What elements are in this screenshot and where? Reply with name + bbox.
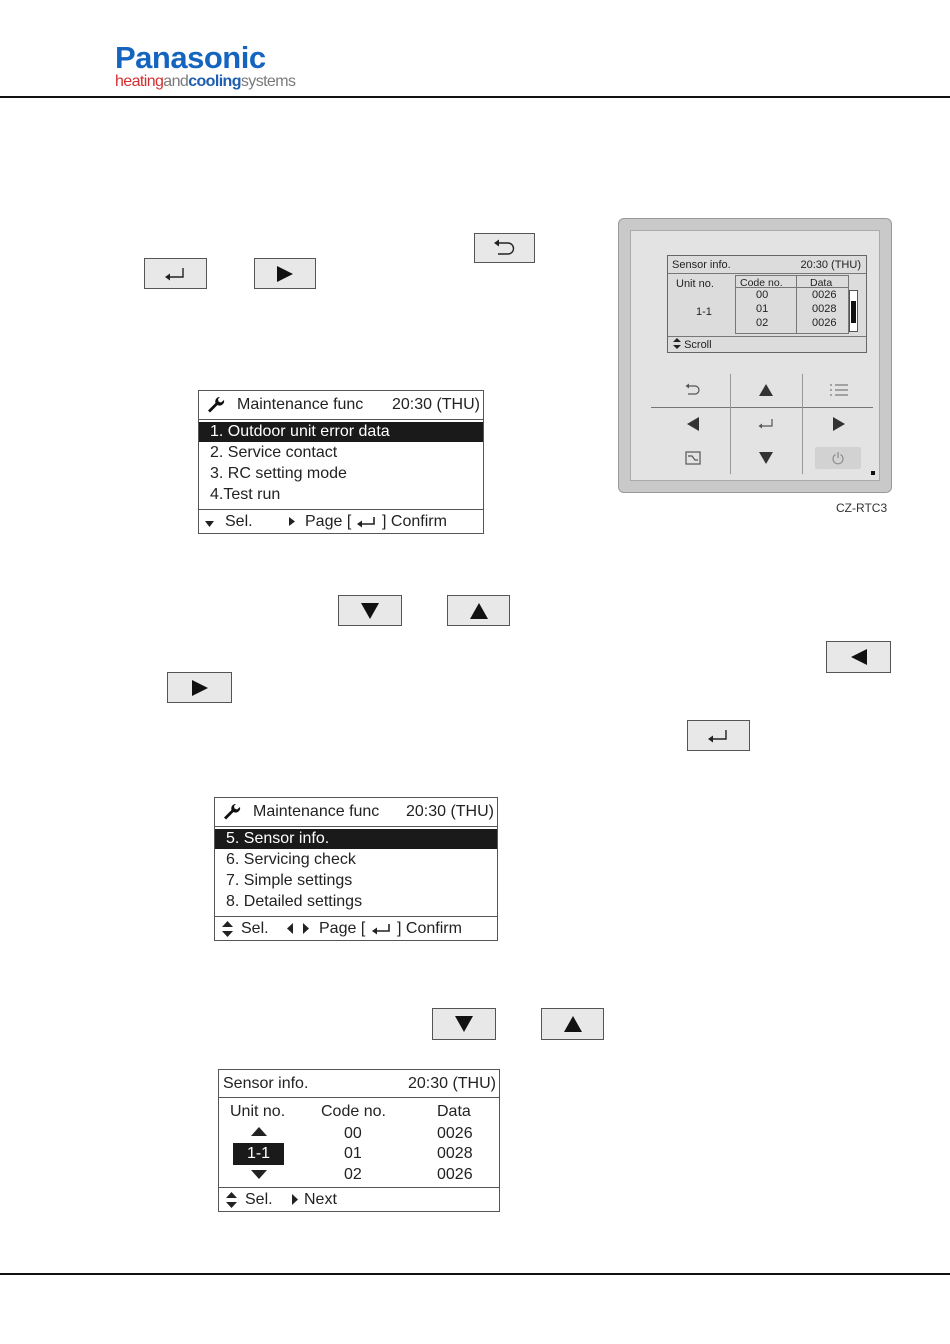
right-arrow-icon	[289, 517, 295, 526]
maintenance-screen-2	[214, 797, 498, 941]
remote-code-1: 01	[756, 303, 769, 315]
down-arrow-icon	[454, 1015, 474, 1033]
menu-item[interactable]: 6. Servicing check	[226, 851, 356, 868]
left-button[interactable]	[826, 641, 891, 673]
remote-return-button[interactable]	[663, 375, 723, 405]
down-arrow-icon	[205, 521, 214, 527]
menu-item[interactable]: 5. Sensor info.	[215, 829, 497, 849]
code-value: 02	[344, 1166, 362, 1183]
col-code-no: Code no.	[321, 1103, 386, 1120]
menu-item[interactable]: 2. Service contact	[210, 444, 338, 461]
up-button[interactable]	[447, 595, 510, 626]
remote-scrollbar	[849, 290, 858, 332]
menu-item[interactable]: 7. Simple settings	[226, 872, 353, 889]
remote-model-label: CZ-RTC3	[836, 501, 888, 515]
down-button[interactable]	[432, 1008, 496, 1040]
up-down-icon	[222, 921, 233, 937]
enter-icon	[755, 417, 777, 431]
enter-icon	[704, 727, 734, 745]
sensor-info-screen	[218, 1069, 500, 1212]
up-button[interactable]	[541, 1008, 604, 1040]
up-arrow-icon	[563, 1015, 583, 1033]
screen2-header	[215, 798, 497, 827]
remote-down-button[interactable]	[736, 443, 796, 473]
down-arrow-icon	[758, 451, 774, 465]
remote-up-button[interactable]	[736, 375, 796, 405]
enter-icon	[370, 923, 392, 935]
remote-col-data: Data	[810, 277, 833, 289]
remote-controller	[618, 218, 892, 493]
col-unit-no: Unit no.	[230, 1103, 286, 1120]
up-down-icon	[226, 1192, 237, 1208]
col-data: Data	[437, 1103, 471, 1120]
remote-code-0: 00	[756, 289, 769, 301]
remote-footer: Scroll	[673, 338, 712, 351]
menu-item[interactable]: 1. Outdoor unit error data	[199, 422, 483, 442]
maintenance-screen-1	[198, 390, 484, 534]
menu-item[interactable]: 8. Detailed settings	[226, 893, 363, 910]
header-divider	[0, 96, 950, 98]
code-value: 00	[344, 1125, 362, 1142]
screen1-header	[199, 391, 483, 420]
enter-button[interactable]	[144, 258, 207, 289]
unit-down-icon[interactable]	[251, 1170, 267, 1179]
remote-left-button[interactable]	[663, 409, 723, 439]
remote-menu-button[interactable]	[809, 375, 869, 405]
screen1-time: 20:30 (THU)	[391, 396, 480, 413]
right-arrow-icon	[274, 264, 296, 284]
enter-button[interactable]	[687, 720, 750, 751]
screen3-footer: Sel. Next	[219, 1187, 499, 1211]
screen1-footer: Sel. Page [ ] Confirm	[199, 509, 483, 533]
screen3-header	[219, 1070, 499, 1098]
unit-no-selected[interactable]: 1-1	[233, 1143, 284, 1165]
panasonic-logo: Panasonic	[115, 40, 266, 75]
remote-lcd-title: Sensor info.	[672, 259, 731, 271]
screen1-title: Maintenance func	[237, 396, 364, 413]
right-arrow-icon	[831, 416, 847, 432]
left-arrow-icon	[685, 416, 701, 432]
mode-icon	[685, 451, 701, 465]
right-button[interactable]	[167, 672, 232, 703]
remote-led	[871, 471, 875, 475]
menu-icon	[828, 383, 850, 397]
menu-item[interactable]: 3. RC setting mode	[210, 465, 347, 482]
return-icon	[682, 382, 704, 398]
down-arrow-icon	[360, 602, 380, 620]
enter-icon	[355, 516, 377, 528]
code-value: 01	[344, 1145, 362, 1162]
power-icon	[831, 451, 845, 465]
data-value: 0026	[437, 1125, 473, 1142]
wrench-icon	[206, 396, 226, 414]
right-arrow-icon	[189, 678, 211, 698]
enter-icon	[161, 265, 191, 283]
data-value: 0028	[437, 1145, 473, 1162]
screen2-footer: Sel. Page [ ] Confirm	[215, 916, 497, 940]
data-value: 0026	[437, 1166, 473, 1183]
up-arrow-icon	[758, 383, 774, 397]
up-arrow-icon	[469, 602, 489, 620]
remote-data-0: 0026	[812, 289, 837, 301]
screen3-time: 20:30 (THU)	[407, 1075, 496, 1092]
remote-power-button[interactable]	[815, 447, 861, 469]
remote-lcd	[667, 255, 867, 353]
right-arrow-icon	[292, 1194, 298, 1205]
wrench-icon	[222, 803, 242, 821]
remote-face	[630, 230, 880, 481]
footer-divider	[0, 1273, 950, 1275]
remote-col-unit: Unit no.	[676, 278, 714, 290]
remote-col-code: Code no.	[740, 277, 783, 289]
right-button[interactable]	[254, 258, 316, 289]
screen2-time: 20:30 (THU)	[405, 803, 494, 820]
down-button[interactable]	[338, 595, 402, 626]
remote-data-2: 0026	[812, 317, 837, 329]
remote-unit-value: 1-1	[696, 306, 712, 318]
screen3-title: Sensor info.	[223, 1075, 309, 1092]
unit-up-icon[interactable]	[251, 1127, 267, 1136]
remote-right-button[interactable]	[809, 409, 869, 439]
scroll-icon	[673, 338, 681, 349]
remote-code-2: 02	[756, 317, 769, 329]
right-arrow-icon	[303, 923, 309, 934]
remote-fan-button[interactable]	[663, 443, 723, 473]
return-button[interactable]	[474, 233, 535, 263]
remote-data-1: 0028	[812, 303, 837, 315]
return-icon	[490, 238, 520, 258]
remote-lcd-time: 20:30 (THU)	[800, 259, 861, 271]
remote-enter-button[interactable]	[736, 409, 796, 439]
left-arrow-icon	[848, 647, 870, 667]
menu-item[interactable]: 4.Test run	[210, 486, 281, 503]
left-arrow-icon	[287, 923, 293, 934]
screen2-title: Maintenance func	[253, 803, 380, 820]
logo-tagline: heatingandcoolingsystems	[115, 73, 296, 90]
